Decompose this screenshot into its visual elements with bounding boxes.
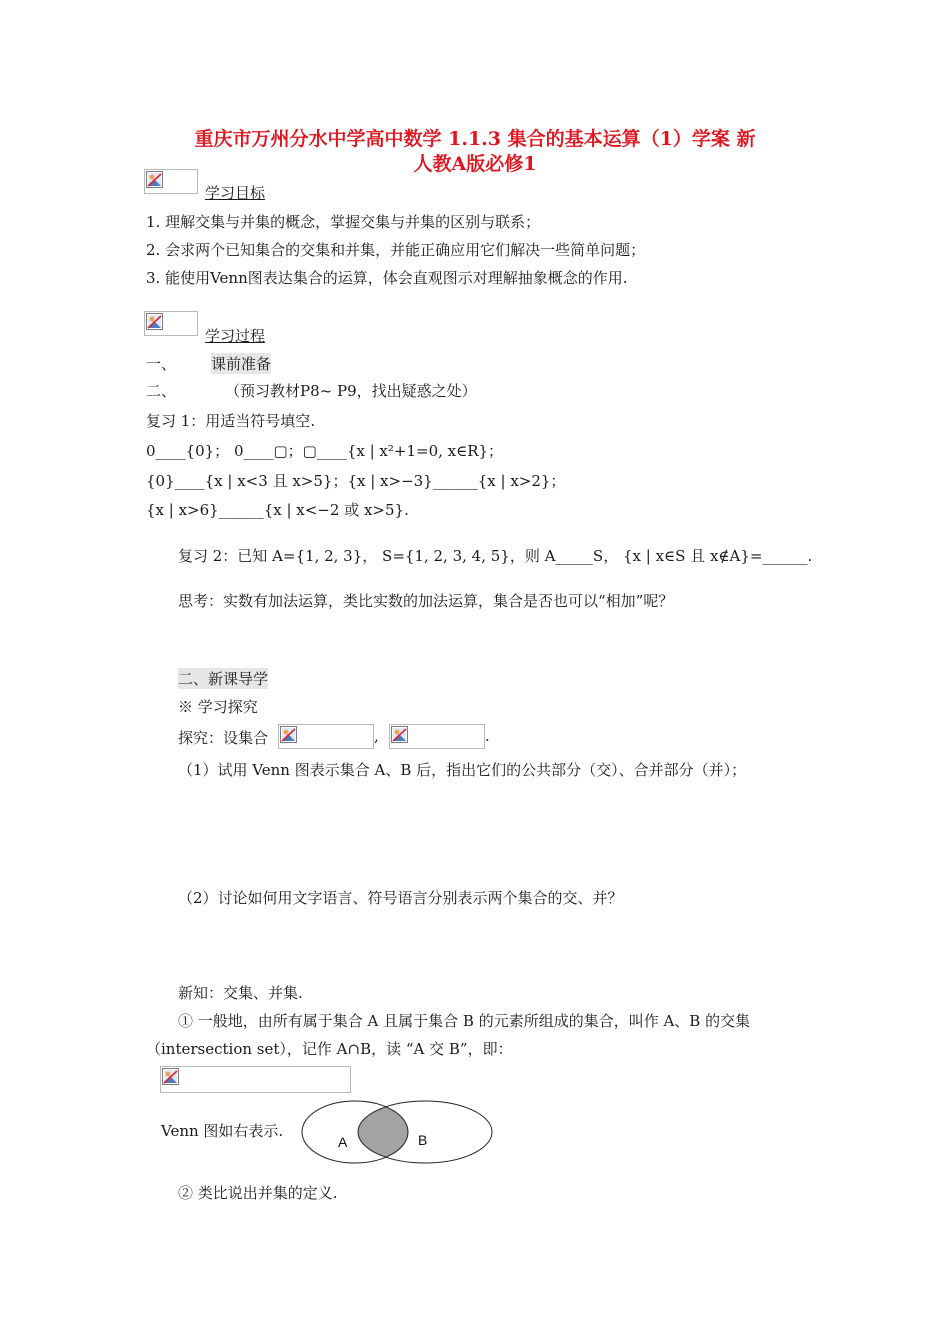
set-a-image — [278, 724, 374, 749]
goal-item: 1. 理解交集与并集的概念，掌握交集与并集的区别与联系； — [146, 213, 541, 231]
question-2: （2）讨论如何用文字语言、符号语言分别表示两个集合的交、并？ — [178, 889, 623, 907]
venn-label-a: A — [338, 1134, 348, 1150]
venn-diagram — [300, 1098, 496, 1166]
goals-heading: 学习目标 — [205, 184, 266, 202]
fill-blank-line: {0}____{x | x<3 且 x>5}；{x | x>−3}______{x | x>2}； — [146, 472, 566, 490]
process-heading: 学习过程 — [205, 327, 266, 345]
broken-image-icon — [280, 726, 297, 743]
broken-image-icon — [162, 1068, 179, 1085]
union-definition-prompt: ② 类比说出并集的定义. — [178, 1184, 338, 1202]
page-title: 重庆市万州分水中学高中数学 1.1.3 集合的基本运算（1）学案 新 — [194, 128, 756, 150]
new-lesson-heading: 二、新课导学 — [178, 670, 269, 688]
new-knowledge: 新知：交集、并集. — [178, 984, 303, 1002]
intersection-definition: ① 一般地，由所有属于集合 A 且属于集合 B 的元素所组成的集合，叫作 A、B 的交集 — [178, 1012, 751, 1030]
question-1: （1）试用 Venn 图表示集合 A、B 后，指出它们的公共部分（交）、合并部分（并）； — [178, 761, 747, 779]
think-question: 思考：实数有加法运算，类比实数的加法运算，集合是否也可以“相加”呢？ — [178, 592, 674, 610]
intersection-formula-image — [160, 1066, 351, 1093]
intersection-definition-cont: （intersection set），记作 A∩B，读 “A 交 B”，即： — [146, 1040, 513, 1058]
explore-label: ※ 学习探究 — [178, 698, 258, 716]
image-placeholder — [144, 311, 198, 336]
broken-image-icon — [146, 171, 163, 188]
goal-item: 3. 能使用Venn图表达集合的运算，体会直观图示对理解抽象概念的作用. — [146, 269, 628, 287]
section-number: 一、 — [146, 355, 177, 373]
broken-image-icon — [146, 313, 163, 330]
period: . — [485, 727, 490, 745]
page-title-line2: 人教A版必修1 — [413, 153, 537, 175]
broken-image-icon — [391, 726, 408, 743]
explore-text: 探究：设集合 — [178, 729, 269, 747]
venn-label-b: B — [418, 1132, 428, 1148]
venn-caption: Venn 图如右表示. — [161, 1122, 284, 1140]
review-1: 复习 1：用适当符号填空. — [146, 412, 316, 430]
fill-blank-line: {x | x>6}______{x | x<−2 或 x>5}. — [146, 501, 409, 519]
section-number: 二、 — [146, 382, 177, 400]
set-b-image — [389, 724, 485, 749]
image-placeholder — [144, 169, 198, 194]
section-title: 课前准备 — [211, 355, 272, 373]
goal-item: 2. 会求两个已知集合的交集和并集，并能正确应用它们解决一些简单问题； — [146, 241, 646, 259]
preview-note: （预习教材P8~ P9，找出疑惑之处） — [225, 382, 477, 400]
comma: , — [374, 727, 379, 745]
fill-blank-line: 0____{0}； 0____▢；▢____{x | x²+1=0, x∈R}； — [146, 442, 504, 460]
review-2: 复习 2：已知 A={1, 2, 3}， S={1, 2, 3, 4, 5}，则 A_____S， {x | x∈S 且 x∉A}=______. — [178, 547, 813, 565]
